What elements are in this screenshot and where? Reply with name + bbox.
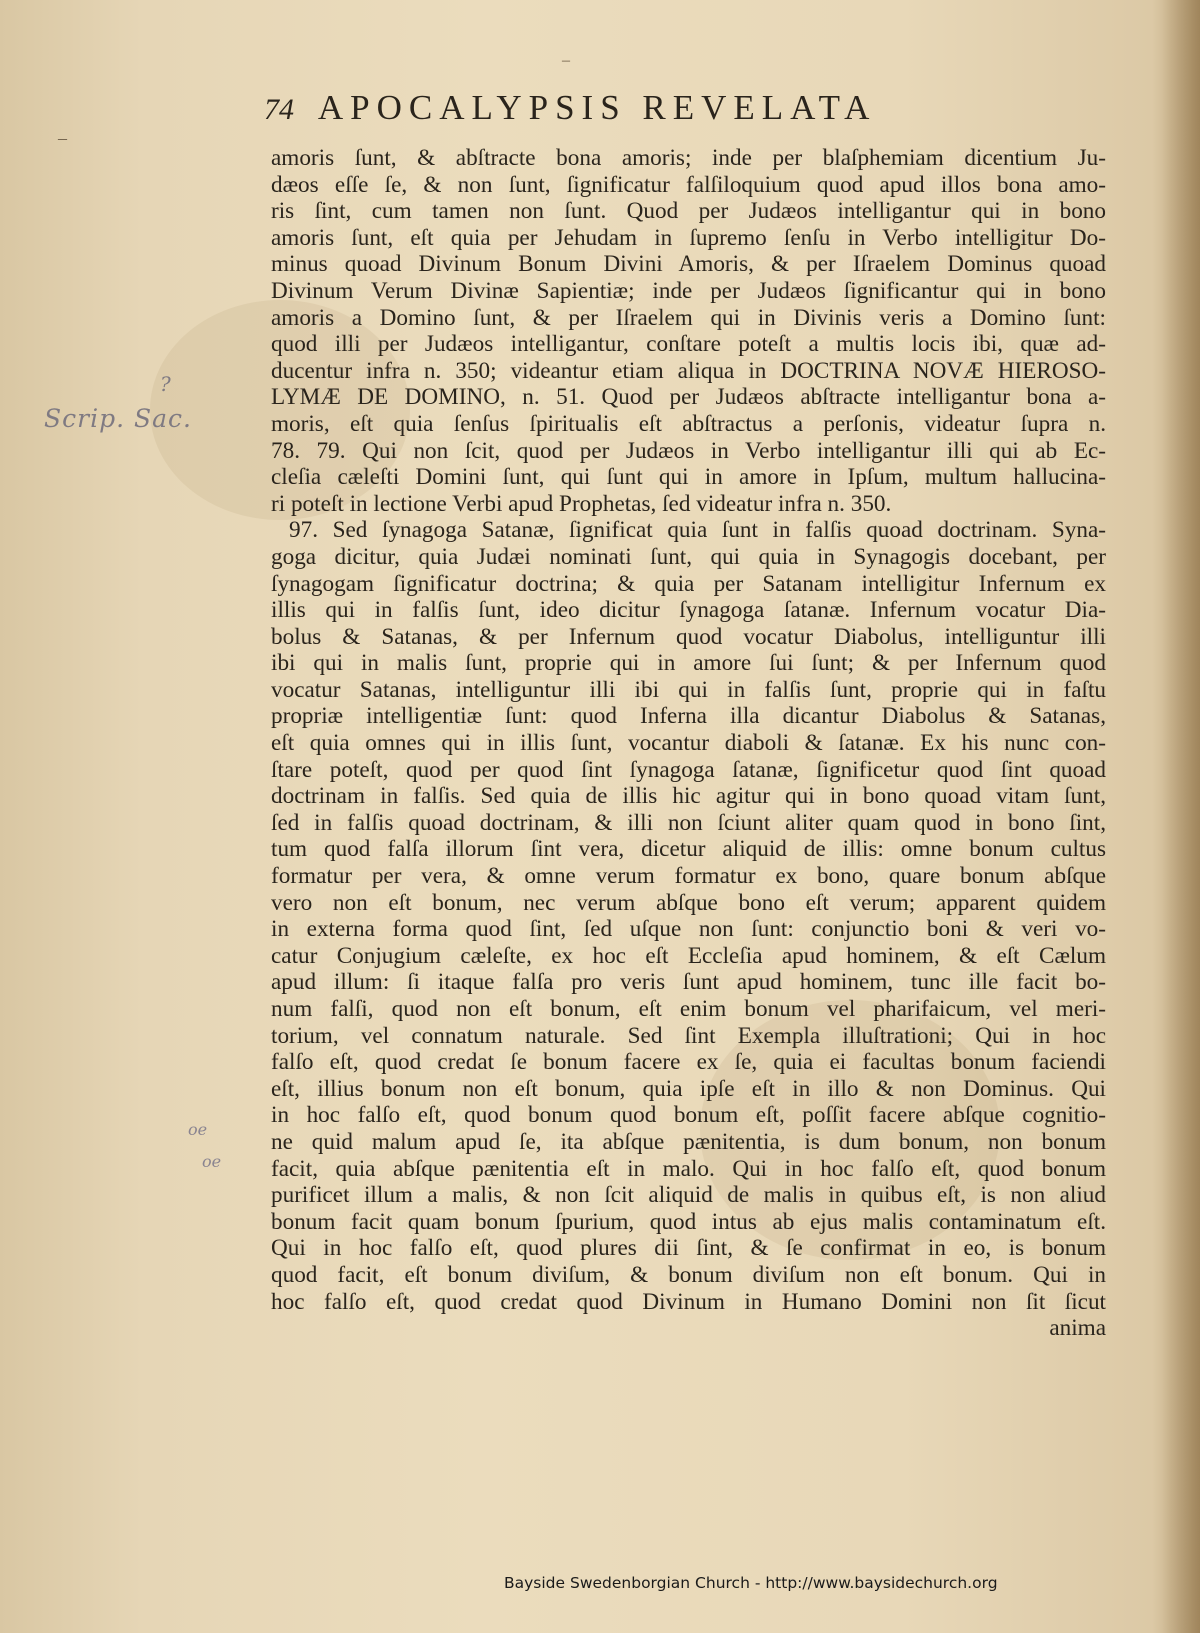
text-line: 78. 79. Qui non ſcit, quod per Judæos in Verbo intelligantur illi qui ab Ec-: [271, 437, 1106, 464]
text-line: apud illum: ſi itaque falſa pro veris ſunt apud hominem, tunc ille facit bo-: [271, 969, 1106, 996]
top-dash-mark: –: [562, 52, 570, 69]
text-line: hoc falſo eſt, quod credat quod Divinum in Humano Domini non ſit ſicut: [271, 1288, 1106, 1315]
text-line: minus quoad Divinum Bonum Divini Amoris, & per Iſraelem Dominus quoad: [271, 251, 1106, 278]
text-line: amoris a Domino ſunt, & per Iſraelem qui in Divinis veris a Domino ſunt:: [271, 304, 1106, 331]
text-line: ris ſint, cum tamen non ſunt. Quod per Judæos intelligantur qui in bono: [271, 198, 1106, 225]
text-line: ſtare poteſt, quod per quod ſint ſynagoga ſatanæ, ſignificetur quod ſint quoad: [271, 756, 1106, 783]
text-line: in externa forma quod ſint, ſed uſque non ſunt: conjunctio boni & veri vo-: [271, 916, 1106, 943]
text-line: bolus & Satanas, & per Infernum quod vocatur Diabolus, intelliguntur illi: [271, 623, 1106, 650]
text-line: ducentur infra n. 350; videantur etiam aliqua in DOCTRINA NOVÆ HIEROSO-: [271, 357, 1106, 384]
footer-credit: Bayside Swedenborgian Church - http://www.baysidechurch.org: [504, 1574, 998, 1592]
text-line: ſed in falſis quoad doctrinam, & illi non ſciunt aliter quam quod in bono ſint,: [271, 809, 1106, 836]
text-line: ſynagogam ſignificatur doctrina; & quia per Satanam intelligitur Infernum ex: [271, 570, 1106, 597]
running-title: APOCALYPSIS REVELATA: [317, 88, 877, 127]
text-line: amoris ſunt, eſt quia per Jehudam in ſupremo ſenſu in Verbo intelligitur Do-: [271, 224, 1106, 251]
marginal-note-oe: oe: [202, 1152, 222, 1171]
text-line: formatur per vera, & omne verum formatur ex bono, quare bonum abſque: [271, 863, 1106, 890]
text-line: illis qui in falſis ſunt, ideo dicitur ſynagoga ſatanæ. Infernum vocatur Dia-: [271, 597, 1106, 624]
left-margin-dash: –: [58, 128, 67, 148]
running-head: [264, 88, 1044, 128]
text-line: num falſi, quod non eſt bonum, eſt enim bonum vel pharifaicum, vel meri-: [271, 996, 1106, 1022]
text-line: dæos eſſe ſe, & non ſunt, ſignificatur falſiloquium quod apud illos bona amo-: [271, 171, 1106, 198]
text-line: ne quid malum apud ſe, ita abſque pænitentia, is dum bonum, non bonum: [271, 1128, 1106, 1155]
body-text: [271, 145, 1106, 1342]
page-edge-shadow: [1162, 0, 1200, 1633]
text-line: amoris ſunt, & abſtracte bona amoris; inde per blaſphemiam dicentium Ju-: [271, 145, 1106, 171]
text-line: 97. Sed ſynagoga Satanæ, ſignificat quia ſunt in falſis quoad doctrinam. Syna-: [289, 517, 1106, 544]
text-line: ibi qui in malis ſunt, proprie qui in amore ſui ſunt; & per Infernum quod: [271, 650, 1106, 677]
text-line: Divinum Verum Divinæ Sapientiæ; inde per Judæos ſignificantur qui in bono: [271, 277, 1106, 304]
text-line: LYMÆ DE DOMINO, n. 51. Quod per Judæos abſtracte intelligantur bona a-: [271, 384, 1106, 411]
text-line: ri poteſt in lectione Verbi apud Prophetas, ſed videatur infra n. 350.: [271, 490, 892, 517]
text-line: doctrinam in falſis. Sed quia de illis hic agitur qui in bono quoad vitam ſunt,: [271, 783, 1106, 810]
text-line: Qui in hoc falſo eſt, quod plures dii ſint, & ſe confirmat in eo, is bonum: [271, 1235, 1106, 1262]
text-line: facit, quia abſque pænitentia eſt in malo. Qui in hoc falſo eſt, quod bonum: [271, 1155, 1106, 1182]
text-line: bonum facit quam bonum ſpurium, quod intus ab ejus malis contaminatum eſt.: [271, 1208, 1106, 1235]
text-line: cleſia cæleſti Domini ſunt, qui ſunt qui in amore in Ipſum, multum hallucina-: [271, 464, 1106, 491]
page-number: 74: [264, 93, 294, 126]
marginal-note-oe: oe: [188, 1120, 208, 1139]
text-line: tum quod falſa illorum ſint vera, dicetur aliquid de illis: omne bonum cultus: [271, 836, 1106, 863]
text-line: in hoc falſo eſt, quod bonum quod bonum eſt, poſſit facere abſque cognitio-: [271, 1102, 1106, 1129]
marginal-question-mark: ?: [160, 372, 171, 396]
text-line: purificet illum a malis, & non ſcit aliquid de malis in quibus eſt, is non aliud: [271, 1182, 1106, 1209]
text-line: vero non eſt bonum, nec verum abſque bono eſt verum; apparent quidem: [271, 889, 1106, 916]
text-line: vocatur Satanas, intelliguntur illi ibi qui in falſis ſunt, proprie qui in faſtu: [271, 676, 1106, 703]
text-line: eſt quia omnes qui in illis ſunt, vocantur diaboli & ſatanæ. Ex his nunc con-: [271, 730, 1106, 757]
marginal-note-scrip: Scrip. Sac.: [44, 404, 192, 433]
text-line: torium, vel connatum naturale. Sed ſint Exempla illuſtrationi; Qui in hoc: [271, 1022, 1106, 1049]
text-line: eſt, illius bonum non eſt bonum, quia ipſe eſt in illo & non Dominus. Qui: [271, 1075, 1106, 1102]
text-line: goga dicitur, quia Judæi nominati ſunt, qui quia in Synagogis docebant, per: [271, 543, 1106, 570]
text-line: falſo eſt, quod credat ſe bonum facere ex ſe, quia ei facultas bonum faciendi: [271, 1049, 1106, 1076]
text-line: propriæ intelligentiæ ſunt: quod Inferna illa dicantur Diabolus & Satanas,: [271, 703, 1106, 730]
text-line: anima: [1049, 1315, 1106, 1342]
text-line: quod facit, eſt bonum diviſum, & bonum diviſum non eſt bonum. Qui in: [271, 1261, 1106, 1288]
text-line: moris, eſt quia ſenſus ſpiritualis eſt abſtractus a perſonis, videatur ſupra n.: [271, 410, 1106, 437]
text-line: quod illi per Judæos intelligantur, conſtare poteſt a multis locis ibi, quæ ad-: [271, 331, 1106, 358]
text-line: catur Conjugium cæleſte, ex hoc eſt Eccleſia apud hominem, & eſt Cælum: [271, 942, 1106, 969]
